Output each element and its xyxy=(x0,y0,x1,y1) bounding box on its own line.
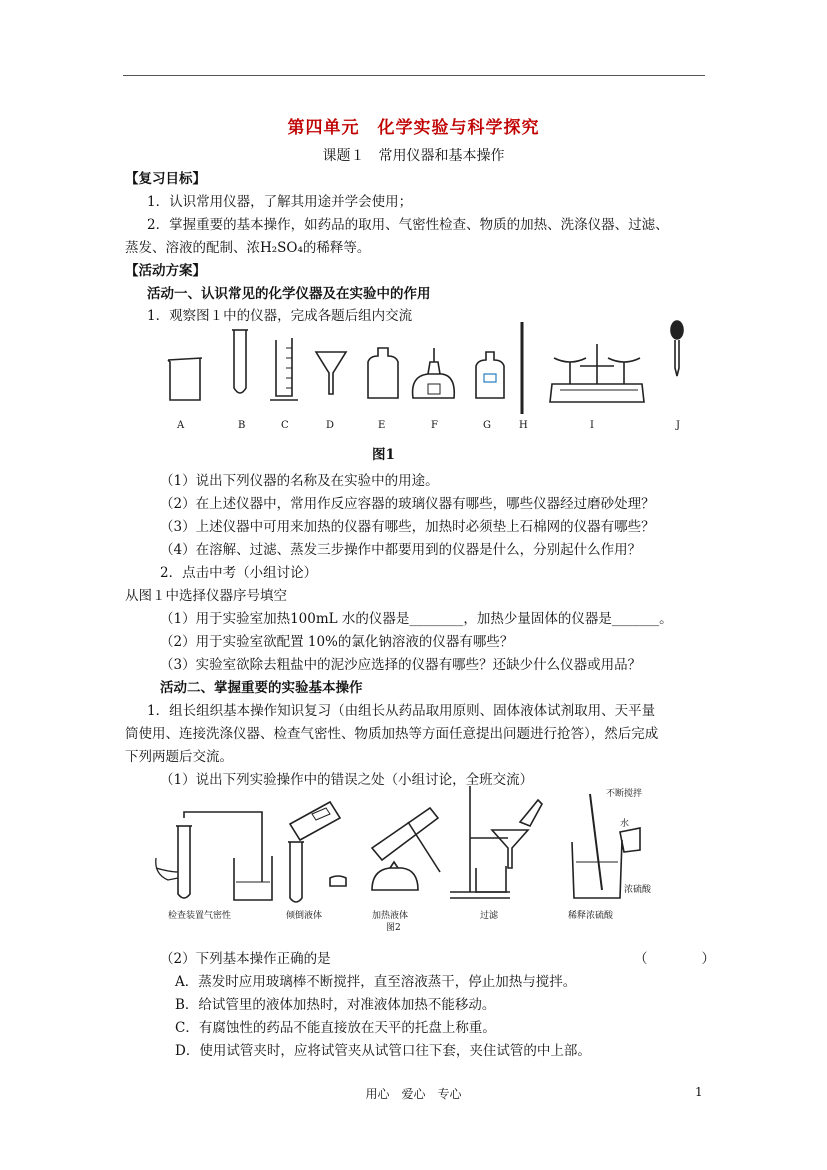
activity-2-q1a: 1．组长组织基本操作知识复习（由组长从药品取用原则、固体液体试剂取用、天平量 xyxy=(147,703,656,719)
label-A: A xyxy=(177,420,185,431)
footer-text: 用心 爱心 专心 xyxy=(365,1087,462,1101)
q1-3: （3）上述仪器中可用来加热的仪器有哪些，加热时必须垫上石棉网的仪器有哪些？ xyxy=(160,519,655,535)
balance-icon xyxy=(550,384,644,402)
header-rule xyxy=(123,75,705,76)
label-B: B xyxy=(238,420,246,431)
label-D: D xyxy=(326,420,335,431)
unit-title: 第四单元 化学实验与科学探究 xyxy=(287,118,540,138)
pour-label: 倾倒液体 xyxy=(286,911,323,921)
bottle-icon xyxy=(290,802,340,840)
activity-2-sub-q1: （1）说出下列实验操作中的错误之处（小组讨论，全班交流） xyxy=(160,772,534,788)
label-I: I xyxy=(590,420,594,431)
filter-label: 过滤 xyxy=(480,911,499,921)
activity-2-sub-q2: （2）下列基本操作正确的是 xyxy=(160,951,331,967)
funnel-icon xyxy=(492,830,528,868)
activity-plan-heading: 【活动方案】 xyxy=(125,263,206,279)
q2-1: （1）用于实验室加热100mL 水的仪器是________，加热少量固体的仪器是_______。 xyxy=(160,611,673,627)
activity-1-q1: 1．观察图１中的仪器，完成各题后组内交流 xyxy=(147,308,413,324)
activity-2-q1c: 下列两题后交流。 xyxy=(125,749,233,765)
reagent-bottle-icon xyxy=(368,348,398,398)
beaker-icon xyxy=(168,358,200,400)
graduated-cylinder-icon xyxy=(276,338,292,396)
label-F: F xyxy=(431,420,438,431)
q1-4: （4）在溶解、过滤、蒸发三步操作中都要用到的仪器是什么，分别起什么作用？ xyxy=(160,542,642,558)
figure-2-caption: 图2 xyxy=(386,923,401,932)
water-label: 水 xyxy=(620,819,630,829)
heat-label: 加热液体 xyxy=(372,911,409,921)
q2-3: （3）实验室欲除去粗盐中的泥沙应选择的仪器有哪些？还缺少什么仪器或用品？ xyxy=(160,657,642,673)
option-b: B．给试管里的液体加热时，对准液体加热不能移动。 xyxy=(175,997,496,1013)
stir-label: 不断搅拌 xyxy=(606,789,643,799)
alcohol-lamp-icon xyxy=(372,868,418,890)
acid-label: 浓硫酸 xyxy=(624,885,652,895)
q2: 2．点击中考（小组讨论） xyxy=(160,565,318,581)
option-c: C．有腐蚀性的药品不能直接放在天平的托盘上称重。 xyxy=(175,1020,496,1036)
q1-1: （1）说出下列仪器的名称及在实验中的用途。 xyxy=(160,473,439,489)
option-a: A．蒸发时应用玻璃棒不断搅拌，直至溶液蒸干，停止加热与搅拌。 xyxy=(175,974,577,990)
airtight-label: 检查装置气密性 xyxy=(168,911,232,921)
label-G: G xyxy=(483,420,491,431)
test-tube-icon xyxy=(234,330,246,393)
lesson-title: 课题１ 常用仪器和基本操作 xyxy=(322,148,505,164)
figure-1-caption: 图1 xyxy=(372,447,395,463)
page-number: 1 xyxy=(695,1085,703,1099)
glass-rod-icon xyxy=(590,794,602,890)
q1-2: （2）在上述仪器中，常用作反应容器的玻璃仪器有哪些，哪些仪器经过磨砂处理？ xyxy=(160,496,655,512)
hand-icon xyxy=(156,858,178,880)
label-E: E xyxy=(378,420,386,431)
answer-paren: （ ） xyxy=(634,951,715,967)
figure-2-operations xyxy=(150,782,690,932)
label-J: J xyxy=(676,420,681,431)
goal-1: 1．认识常用仪器，了解其用途并学会使用； xyxy=(147,194,413,210)
dilute-label: 稀释浓硫酸 xyxy=(568,911,614,921)
activity-2-q1b: 筒使用、连接洗涤仪器、检查气密性、物质加热等方面任意提出问题进行抢答），然后完成 xyxy=(125,726,659,742)
goal-2a: 2．掌握重要的基本操作，如药品的取用、气密性检查、物质的加热、洗涤仪器、过滤、 xyxy=(147,217,669,233)
activity-1-heading: 活动一、认识常见的化学仪器及在实验中的作用 xyxy=(147,286,431,302)
q2-2: （2）用于实验室欲配置 10%的氯化钠溶液的仪器有哪些？ xyxy=(160,634,514,650)
dropper-bottle-icon xyxy=(476,352,504,398)
goal-2b: 蒸发、溶液的配制、浓H₂SO₄的稀释等。 xyxy=(125,240,371,256)
review-goal-heading: 【复习目标】 xyxy=(125,171,206,187)
funnel-icon xyxy=(316,352,346,394)
dropper-icon xyxy=(671,321,683,339)
q2-intro: 从图１中选择仪器序号填空 xyxy=(125,588,287,604)
activity-2-heading: 活动二、掌握重要的实验基本操作 xyxy=(160,680,363,696)
figure-1-instruments xyxy=(150,318,690,436)
option-d: D．使用试管夹时，应将试管夹从试管口往下套，夹住试管的中上部。 xyxy=(175,1043,591,1059)
test-tube-icon xyxy=(178,826,190,898)
label-C: C xyxy=(281,420,289,431)
label-H: H xyxy=(519,420,528,431)
